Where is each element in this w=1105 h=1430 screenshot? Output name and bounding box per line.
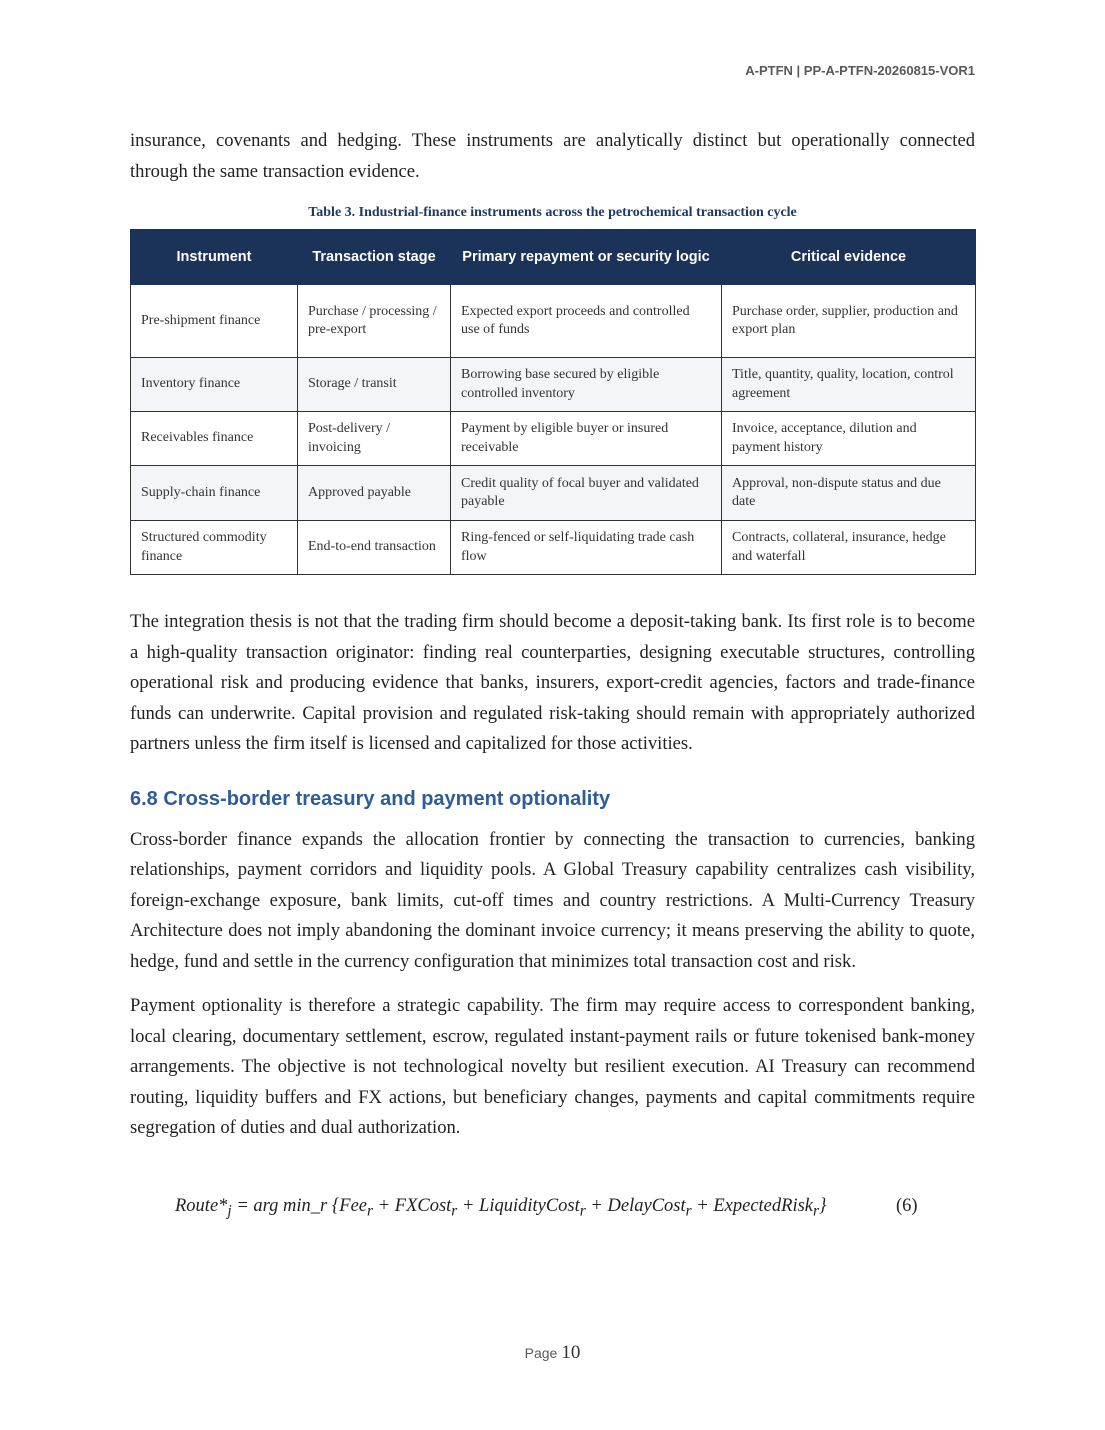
page-number: 10 <box>561 1342 581 1363</box>
table-row <box>131 466 976 521</box>
table-row <box>131 358 976 412</box>
payment-optionality-paragraph: Payment optionality is therefore a strategic capability. The firm may require access to correspondent banking, local clearing, documentary settlement, escrow, regulated instant-payment rails or future tokenised bank-money arrangements. The objective is not technological novelty but resilient execution. AI Treasury can recommend routing, liquidity buffers and FX actions, but beneficiary changes, payments and capital commitments require segregation of duties and dual authorization. <box>130 995 975 1138</box>
table-cell: Pre-shipment finance <box>131 285 298 358</box>
table-cell: Invoice, acceptance, dilution and payment history <box>722 412 976 466</box>
page-content <box>130 126 975 1144</box>
column-header-instrument: Instrument <box>131 230 298 285</box>
equation-term: LiquidityCost <box>479 1196 580 1216</box>
equation-number: (6) <box>896 1196 918 1216</box>
column-header-repayment-logic: Primary repayment or security logic <box>451 230 722 285</box>
table-cell: Purchase order, supplier, production and export plan <box>722 285 976 358</box>
section-heading: 6.8 Cross-border treasury and payment optionality <box>130 787 611 810</box>
intro-paragraph: insurance, covenants and hedging. These instruments are analytically distinct but operationally connected through the same transaction evidence. <box>130 130 975 182</box>
table-cell: Structured commodity finance <box>131 521 298 575</box>
column-header-critical-evidence: Critical evidence <box>722 230 976 285</box>
table-cell: Post-delivery / invoicing <box>298 412 451 466</box>
table-cell: Payment by eligible buyer or insured receivable <box>451 412 722 466</box>
table-cell: Inventory finance <box>131 358 298 412</box>
table-cell: Approved payable <box>298 466 451 521</box>
table-cell: Contracts, collateral, insurance, hedge and waterfall <box>722 521 976 575</box>
table-cell: Receivables finance <box>131 412 298 466</box>
table-cell: Borrowing base secured by eligible controlled inventory <box>451 358 722 412</box>
equation-subscript: r <box>685 1202 692 1220</box>
equation-term: Fee <box>339 1196 368 1216</box>
equation-close: } <box>819 1196 827 1216</box>
table-cell: Storage / transit <box>298 358 451 412</box>
table-cell: Purchase / processing / pre-export <box>298 285 451 358</box>
instruments-table <box>130 229 976 575</box>
table-row <box>131 412 976 466</box>
equation-subscript: r <box>813 1202 819 1220</box>
table-cell: Credit quality of focal buyer and validated payable <box>451 466 722 521</box>
treasury-paragraph: Cross-border finance expands the allocation frontier by connecting the transaction to currencies, banking relationships, payment corridors and liquidity pools. A Global Treasury capability centralizes cash visibility, foreign-exchange exposure, bank limits, cut-off times and country restrictions. A Multi-Currency Treasury Architecture does not imply abandoning the dominant invoice currency; it means preserving the ability to quote, hedge, fund and settle in the currency configuration that minimizes total transaction cost and risk. <box>130 828 975 972</box>
table-cell: Supply-chain finance <box>131 466 298 521</box>
table-row <box>131 285 976 358</box>
equation-term: DelayCost <box>607 1196 686 1216</box>
table-cell: Ring-fenced or self-liquidating trade cash flow <box>451 521 722 575</box>
table-cell: Expected export proceeds and controlled use of funds <box>451 285 722 358</box>
equation-operator: = arg min_r { <box>231 1196 340 1216</box>
table-cell: Title, quantity, quality, location, control agreement <box>722 358 976 412</box>
page-footer <box>0 1342 1105 1364</box>
page-label: Page <box>524 1345 558 1361</box>
equation-subscript: r <box>579 1202 586 1220</box>
column-header-transaction-stage: Transaction stage <box>298 230 451 285</box>
document-reference: A-PTFN | PP-A-PTFN-20260815-VOR1 <box>745 63 975 78</box>
integration-paragraph: The integration thesis is not that the trading firm should become a deposit-taking bank. Its first role is to become a high-quality transaction originator: finding real counterparties, designing executable structures, controlling operational risk and producing evidence that banks, insurers, export-credit agencies, factors and trade-finance funds can underwrite. Capital provision and regulated risk-taking should remain with appropriately authorized partners unless the firm itself is licensed and capitalized for those activities. <box>130 611 975 754</box>
equation-term: ExpectedRisk <box>713 1196 813 1216</box>
equation-term: FXCost <box>394 1196 452 1216</box>
equation-lhs-subscript: j <box>227 1202 232 1220</box>
table-header-row <box>131 230 976 285</box>
table-cell: End-to-end transaction <box>298 521 451 575</box>
table-row <box>131 521 976 575</box>
route-equation: $Route*_j$ = arg min_r {Fee$_r$ + FXCost$_r$ + LiquidityCost$_r$ + DelayCost$_r$ + ExpectedRisk$_r$} <box>175 1196 827 1220</box>
equation-subscript: r <box>367 1202 374 1220</box>
equation-subscript: r <box>451 1202 458 1220</box>
equation-lhs: Route* <box>175 1196 228 1216</box>
table-cell: Approval, non-dispute status and due date <box>722 466 976 521</box>
table-caption: Table 3. Industrial-finance instruments across the petrochemical transaction cycle <box>308 205 797 220</box>
